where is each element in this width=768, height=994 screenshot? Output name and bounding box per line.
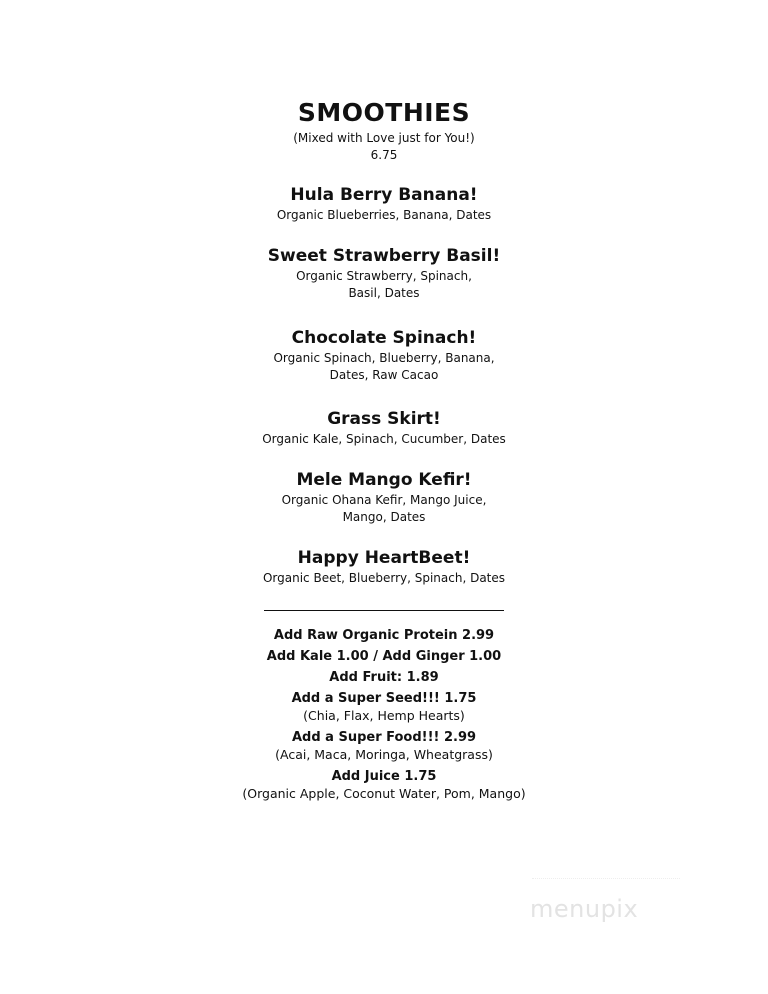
item-desc-line: Organic Spinach, Blueberry, Banana,	[273, 351, 495, 365]
menupix-watermark-logo: menupix	[530, 895, 639, 923]
addons-section	[0, 625, 768, 805]
item-name: Chocolate Spinach!	[291, 328, 477, 348]
item-desc-line: Organic Strawberry, Spinach,	[296, 269, 472, 283]
item-desc	[0, 350, 768, 384]
item-desc-line: Dates, Raw Cacao	[329, 368, 439, 382]
item-desc: Organic Blueberries, Banana, Dates	[276, 208, 492, 222]
menu-item-grass-skirt	[0, 409, 768, 448]
item-name: Hula Berry Banana!	[290, 185, 478, 205]
menu-item-happy-heartbeet	[0, 548, 768, 587]
addon-super-seed-note: (Chia, Flax, Hemp Hearts)	[303, 708, 465, 723]
addon-super-food: Add a Super Food!!! 2.99	[291, 730, 477, 745]
menu-item-hula-berry-banana	[0, 185, 768, 224]
item-name: Sweet Strawberry Basil!	[267, 246, 501, 266]
item-desc: Organic Beet, Blueberry, Spinach, Dates	[262, 571, 506, 585]
menu-item-chocolate-spinach	[0, 328, 768, 384]
addon-juice-note: (Organic Apple, Coconut Water, Pom, Mango)	[242, 786, 526, 801]
item-desc: Organic Kale, Spinach, Cucumber, Dates	[262, 432, 506, 446]
page-title: SMOOTHIES	[297, 98, 471, 127]
watermark-dots	[532, 878, 680, 887]
item-desc	[0, 268, 768, 302]
item-desc-line: Mango, Dates	[342, 510, 426, 524]
addon-kale-ginger: Add Kale 1.00 / Add Ginger 1.00	[266, 649, 502, 664]
addon-super-food-note: (Acai, Maca, Moringa, Wheatgrass)	[275, 747, 493, 762]
item-desc-line: Organic Ohana Kefir, Mango Juice,	[281, 493, 487, 507]
item-desc	[0, 492, 768, 526]
item-name: Grass Skirt!	[327, 409, 441, 429]
section-divider	[264, 610, 504, 611]
menu-price: 6.75	[370, 148, 398, 162]
addon-protein: Add Raw Organic Protein 2.99	[273, 628, 495, 643]
menu-item-sweet-strawberry-basil	[0, 246, 768, 302]
menu-item-mele-mango-kefir	[0, 470, 768, 526]
addon-super-seed: Add a Super Seed!!! 1.75	[291, 691, 477, 706]
item-desc-line: Basil, Dates	[348, 286, 420, 300]
addon-juice: Add Juice 1.75	[331, 769, 437, 784]
addon-fruit: Add Fruit: 1.89	[329, 670, 439, 685]
item-name: Mele Mango Kefir!	[296, 470, 472, 490]
item-name: Happy HeartBeet!	[297, 548, 471, 568]
menu-subtitle: (Mixed with Love just for You!)	[293, 131, 475, 145]
